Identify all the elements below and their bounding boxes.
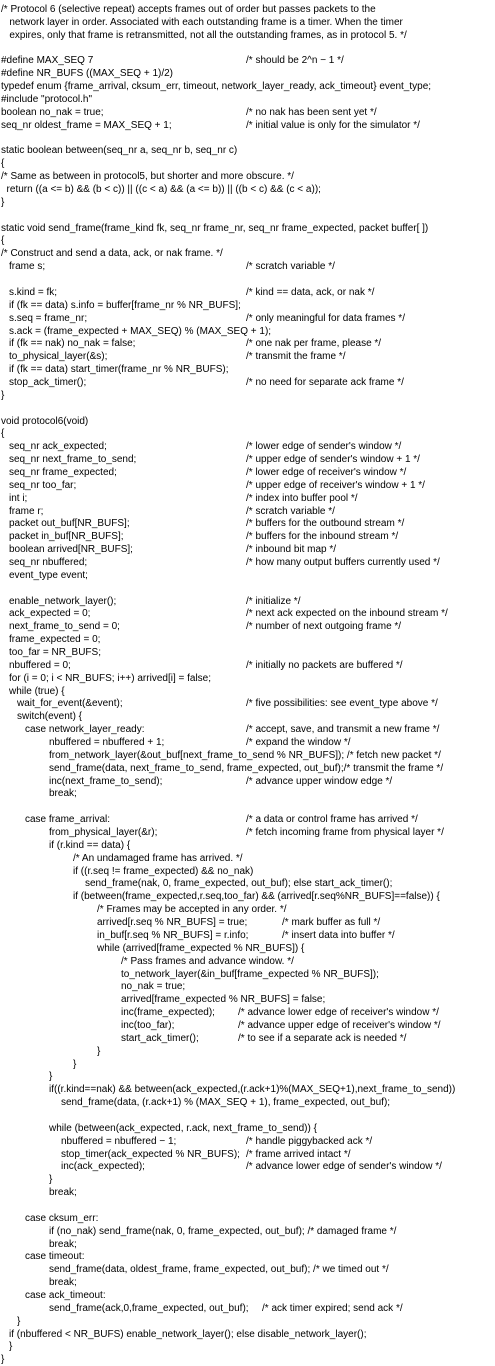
- code-text: #define MAX_SEQ 7: [1, 55, 94, 67]
- code-text: no_nak = true;: [121, 981, 186, 993]
- code-text: case frame_arrival:: [25, 814, 111, 826]
- code-text: /* Same as between in protocol5, but shorter and more obscure. */: [1, 171, 294, 183]
- code-text: stop_ack_timer();: [9, 376, 87, 388]
- code-text: int i;: [9, 492, 28, 504]
- code-text: seq_nr frame_expected;: [9, 466, 117, 478]
- code-comment: /* upper edge of sender's window + 1 */: [246, 454, 420, 466]
- code-text: event_type event;: [9, 569, 88, 581]
- code-text: break;: [49, 788, 77, 800]
- code-text: if (fk == data) s.info = buffer[frame_nr % NR_BUFS];: [9, 299, 241, 311]
- code-comment: /* scratch variable */: [246, 261, 335, 273]
- code-text: /* Construct and send a data, ack, or nak frame. */: [1, 248, 223, 260]
- code-comment: /* kind == data, ack, or nak */: [246, 286, 375, 298]
- code-text: if (fk == nak) no_nak = false;: [9, 338, 136, 350]
- code-comment: /* insert data into buffer */: [282, 929, 395, 941]
- code-text: switch(event) {: [17, 711, 83, 723]
- code-text: static void send_frame(frame_kind fk, seq_nr frame_nr, seq_nr frame_expected, packet buffer[ ]): [1, 222, 429, 234]
- code-comment: /* upper edge of receiver's window + 1 */: [246, 479, 425, 491]
- code-text: case timeout:: [25, 1251, 85, 1263]
- code-comment: /* lower edge of sender's window */: [246, 441, 402, 453]
- code-text: }: [9, 1341, 13, 1353]
- code-text: break;: [49, 1187, 77, 1199]
- code-text: from_physical_layer(&r);: [49, 827, 158, 839]
- code-text: to_network_layer(&in_buf[frame_expected % NR_BUFS]);: [121, 968, 379, 980]
- code-text: while (arrived[frame_expected % NR_BUFS]) {: [97, 942, 305, 954]
- code-text: s.ack = (frame_expected + MAX_SEQ) % (MAX_SEQ + 1);: [9, 325, 272, 337]
- code-text: }: [1, 389, 5, 401]
- code-comment: /* handle piggybacked ack */: [246, 1135, 373, 1147]
- code-text: arrived[frame_expected % NR_BUFS] = false;: [121, 994, 326, 1006]
- code-text: from_network_layer(&out_buf[next_frame_to_send % NR_BUFS]); /* fetch new packet */: [49, 749, 441, 761]
- code-text: seq_nr nbuffered;: [9, 556, 88, 568]
- code-text: nbuffered = nbuffered − 1;: [61, 1135, 177, 1147]
- code-comment: /* no nak has been sent yet */: [246, 106, 377, 118]
- code-comment: /* ack timer expired; send ack */: [262, 1302, 403, 1314]
- code-text: seq_nr too_far;: [9, 479, 77, 491]
- code-comment: /* buffers for the outbound stream */: [246, 518, 405, 530]
- code-text: nbuffered = nbuffered + 1;: [49, 737, 165, 749]
- code-text: if((r.kind==nak) && between(ack_expected,(r.ack+1)%(MAX_SEQ+1),next_frame_to_send)): [49, 1084, 456, 1096]
- code-text: boolean no_nak = true;: [1, 106, 104, 118]
- code-text: next_frame_to_send = 0;: [9, 621, 120, 633]
- code-text: frame r;: [9, 505, 44, 517]
- code-comment: /* buffers for the inbound stream */: [246, 531, 399, 543]
- code-text: if (nbuffered < NR_BUFS) enable_network_layer(); else disable_network_layer();: [9, 1328, 367, 1340]
- code-comment: /* only meaningful for data frames */: [246, 312, 405, 324]
- code-text: s.seq = frame_nr;: [9, 312, 88, 324]
- code-text: expires, only that frame is retransmitted, not all the outstanding frames, as in protocol 5. */: [1, 29, 407, 41]
- code-comment: /* inbound bit map */: [246, 544, 337, 556]
- code-text: break;: [49, 1238, 77, 1250]
- code-text: break;: [49, 1277, 77, 1289]
- code-text: send_frame(data, oldest_frame, frame_expected, out_buf); /* we timed out */: [49, 1264, 389, 1276]
- code-comment: /* initially no packets are buffered */: [246, 659, 403, 671]
- code-text: start_ack_timer();: [121, 1032, 199, 1044]
- code-text: #include "protocol.h": [1, 94, 93, 106]
- code-comment: /* index into buffer pool */: [246, 492, 358, 504]
- code-text: in_buf[r.seq % NR_BUFS] = r.info;: [97, 929, 249, 941]
- code-text: stop_timer(ack_expected % NR_BUFS);: [61, 1148, 240, 1160]
- code-text: seq_nr oldest_frame = MAX_SEQ + 1;: [1, 119, 172, 131]
- code-text: frame_expected = 0;: [9, 634, 101, 646]
- code-comment: /* a data or control frame has arrived */: [246, 814, 418, 826]
- code-text: case network_layer_ready:: [25, 724, 145, 736]
- code-text: case cksum_err:: [25, 1212, 99, 1224]
- code-comment: /* how many output buffers currently used */: [246, 556, 440, 568]
- code-text: }: [1, 1354, 5, 1366]
- code-text: too_far = NR_BUFS;: [9, 647, 101, 658]
- code-text: seq_nr ack_expected;: [9, 441, 107, 453]
- code-comment: /* transmit the frame */: [246, 351, 346, 363]
- code-text: {: [1, 235, 5, 247]
- code-text: typedef enum {frame_arrival, cksum_err, timeout, network_layer_ready, ack_timeout} event_type;: [1, 81, 432, 93]
- code-comment: /* accept, save, and transmit a new frame */: [246, 724, 440, 736]
- code-text: return ((a <= b) && (b < c)) || ((c < a) && (a <= b)) || ((b < c) && (c < a));: [1, 184, 321, 196]
- code-comment: /* advance upper edge of receiver's window */: [238, 1019, 441, 1031]
- code-text: wait_for_event(&event);: [17, 698, 123, 710]
- code-comment: /* expand the window */: [246, 737, 351, 749]
- code-text: /* Frames may be accepted in any order. */: [97, 904, 287, 916]
- code-text: packet out_buf[NR_BUFS];: [9, 518, 130, 530]
- code-text: if (between(frame_expected,r.seq,too_far) && (arrived[r.seq%NR_BUFS]==false)) {: [73, 891, 440, 903]
- code-text: for (i = 0; i < NR_BUFS; i++) arrived[i] = false;: [9, 672, 212, 684]
- code-text: {: [1, 428, 5, 440]
- code-text: arrived[r.seq % NR_BUFS] = true;: [97, 917, 248, 929]
- code-comment: /* advance lower edge of receiver's window */: [238, 1007, 439, 1019]
- code-text: #define NR_BUFS ((MAX_SEQ + 1)/2): [1, 68, 174, 80]
- code-text: if (no_nak) send_frame(nak, 0, frame_expected, out_buf); /* damaged frame */: [49, 1225, 397, 1237]
- code-text: nbuffered = 0;: [9, 659, 71, 671]
- code-comment: /* should be 2^n − 1 */: [246, 55, 344, 67]
- code-comment: /* one nak per frame, please */: [246, 338, 382, 350]
- code-text: }: [49, 1174, 53, 1186]
- code-text: inc(ack_expected);: [61, 1161, 145, 1173]
- code-comment: /* advance upper window edge */: [246, 775, 393, 787]
- code-text: /* An undamaged frame has arrived. */: [73, 852, 243, 864]
- code-text: }: [1, 196, 5, 208]
- code-text: static boolean between(seq_nr a, seq_nr b, seq_nr c): [1, 145, 238, 157]
- code-comment: /* lower edge of receiver's window */: [246, 466, 407, 478]
- code-text: case ack_timeout:: [25, 1290, 106, 1301]
- code-text: }: [49, 1071, 53, 1083]
- code-text: send_frame(data, next_frame_to_send, frame_expected, out_buf);/* transmit the frame */: [49, 762, 444, 774]
- code-text: }: [73, 1058, 77, 1070]
- code-comment: /* fetch incoming frame from physical layer */: [246, 827, 444, 839]
- code-text: seq_nr next_frame_to_send;: [9, 454, 137, 466]
- code-text: }: [97, 1045, 101, 1057]
- code-text: s.kind = fk;: [9, 286, 58, 298]
- code-text: send_frame(data, (r.ack+1) % (MAX_SEQ + 1), frame_expected, out_buf);: [61, 1097, 391, 1109]
- code-text: send_frame(ack,0,frame_expected, out_buf);: [49, 1302, 249, 1314]
- code-comment: /* advance lower edge of sender's window */: [246, 1161, 442, 1173]
- code-text: boolean arrived[NR_BUFS];: [9, 544, 133, 556]
- code-text: void protocol6(void): [1, 415, 89, 427]
- code-text: send_frame(nak, 0, frame_expected, out_buf); else start_ack_timer();: [85, 878, 393, 890]
- code-text: inc(frame_expected);: [121, 1007, 215, 1019]
- code-text: frame s;: [9, 261, 46, 273]
- code-text: if (r.kind == data) {: [49, 839, 131, 851]
- code-comment: /* to see if a separate ack is needed */: [238, 1032, 407, 1044]
- code-text: inc(next_frame_to_send);: [49, 775, 163, 787]
- code-text: /* Protocol 6 (selective repeat) accepts frames out of order but passes packets to the: [1, 4, 376, 15]
- code-comment: /* scratch variable */: [246, 505, 335, 517]
- code-comment: /* initial value is only for the simulator */: [246, 119, 420, 131]
- code-text: {: [1, 158, 5, 170]
- code-text: /* Pass frames and advance window. */: [121, 955, 294, 967]
- code-text: while (true) {: [9, 685, 65, 697]
- code-text: while (between(ack_expected, r.ack, next_frame_to_send)) {: [49, 1122, 317, 1134]
- code-comment: /* frame arrived intact */: [246, 1148, 351, 1160]
- code-comment: /* five possibilities: see event_type above */: [246, 698, 438, 710]
- code-text: if (fk == data) start_timer(frame_nr % NR_BUFS);: [9, 364, 229, 376]
- code-text: }: [17, 1315, 21, 1327]
- code-comment: /* number of next outgoing frame */: [246, 621, 402, 633]
- code-comment: /* mark buffer as full */: [282, 917, 381, 929]
- code-text: if ((r.seq != frame_expected) && no_nak): [73, 865, 254, 877]
- code-text: network layer in order. Associated with each outstanding frame is a timer. When the timer: [1, 16, 403, 28]
- code-text: packet in_buf[NR_BUFS];: [9, 531, 124, 543]
- code-comment: /* next ack expected on the inbound stream */: [246, 608, 448, 620]
- code-comment: /* initialize */: [246, 595, 301, 607]
- code-text: ack_expected = 0;: [9, 608, 91, 620]
- code-text: enable_network_layer();: [9, 595, 117, 607]
- code-text: to_physical_layer(&s);: [9, 351, 108, 363]
- code-comment: /* no need for separate ack frame */: [246, 376, 404, 388]
- code-text: inc(too_far);: [121, 1019, 175, 1031]
